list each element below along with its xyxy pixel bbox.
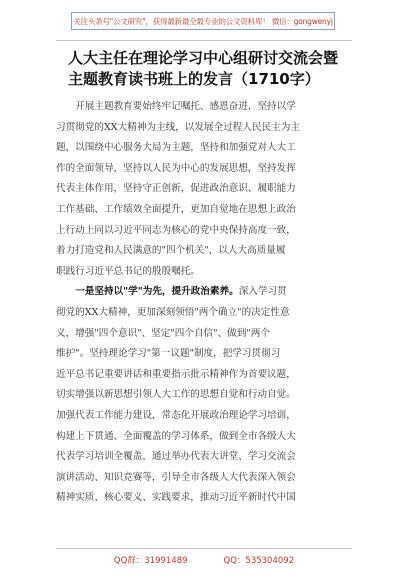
section-heading: 一是坚持以"学"为先，提升政治素养。 <box>75 286 239 298</box>
document-body <box>56 97 360 509</box>
paragraph-2 <box>56 282 360 509</box>
qq-number: QQ：535304092 <box>223 556 295 566</box>
paragraph-1 <box>56 97 360 282</box>
text-line: 彻党的XX大精神，更加深刻领悟"两个确立"的决定性意 <box>56 306 290 318</box>
text-line: 作的全面领导，坚持以人民为中心的发展思想，坚持发挥 <box>56 162 296 174</box>
title-line-1: 人大主任在理论学习中心组研讨交流会暨 <box>68 49 339 67</box>
text-line: 精神实质、核心要义、实践要求，推动习近平新时代中国 <box>56 492 296 504</box>
footer-divider <box>56 548 352 549</box>
text-line: 义，增强"四个意识"、坚定"四个自信"、做到"两个 <box>56 327 270 339</box>
text-line <box>56 282 360 303</box>
text-line: 习贯彻党的XX大精神为主线，以发展全过程人民民主为主 <box>56 121 300 133</box>
text-line: 题，以围绕中心服务大局为主题，坚持和加强党对人大工 <box>56 142 296 154</box>
text-line: 工作基础、工作绩效全面提升，更加自觉地在思想上政治 <box>56 203 296 215</box>
text-line: 代表主体作用，坚持守正创新，促进政治意识、履职能力 <box>56 183 296 195</box>
text-line: 加强代表工作能力建设，常态化开展政治理论学习培训， <box>56 409 296 421</box>
qq-group-number: QQ群：31991489 <box>113 556 188 566</box>
title-line-2: 主题教育读书班上的发言（1710字） <box>68 70 320 88</box>
promo-banner: 关注头条号"公文研究"，获得最新最全最专业的公文资料库！ 微信：gongwenyj <box>71 12 335 30</box>
text-line: 职践行习近平总书记的殷殷嘱托。 <box>56 265 200 277</box>
text-line: 上行动上同以习近平同志为核心的党中央保持高度一致， <box>56 224 296 236</box>
text-line: 切实增强以新思想引领人大工作的思想自觉和行动自觉。 <box>56 389 296 401</box>
text-line: 开展主题教育要始终牢记嘱托、感恩奋进，坚持以学 <box>75 101 296 112</box>
document-title <box>68 48 358 90</box>
footer <box>0 554 408 566</box>
text-line: 维护"。坚持理论学习"第一议题"制度，把学习贯彻习 <box>56 348 281 360</box>
text-line: 着力打造党和人民满意的"四个机关"，以人大高质量履 <box>56 245 286 257</box>
header-divider <box>56 40 352 41</box>
text-line: 演讲活动、知识竞赛等，引导全市各级人大代表深入领会 <box>56 471 296 483</box>
text-line: 代表学习培训全覆盖，通过举办代表大讲堂、学习交流会 <box>56 451 296 463</box>
text-line: 构建上下贯通、全面覆盖的学习体系，做到全市各级人大 <box>56 430 296 442</box>
text-run: 深入学习贯 <box>238 286 287 298</box>
text-line: 近平总书记重要讲话和重要指示批示精神作为首要议题， <box>56 368 296 380</box>
